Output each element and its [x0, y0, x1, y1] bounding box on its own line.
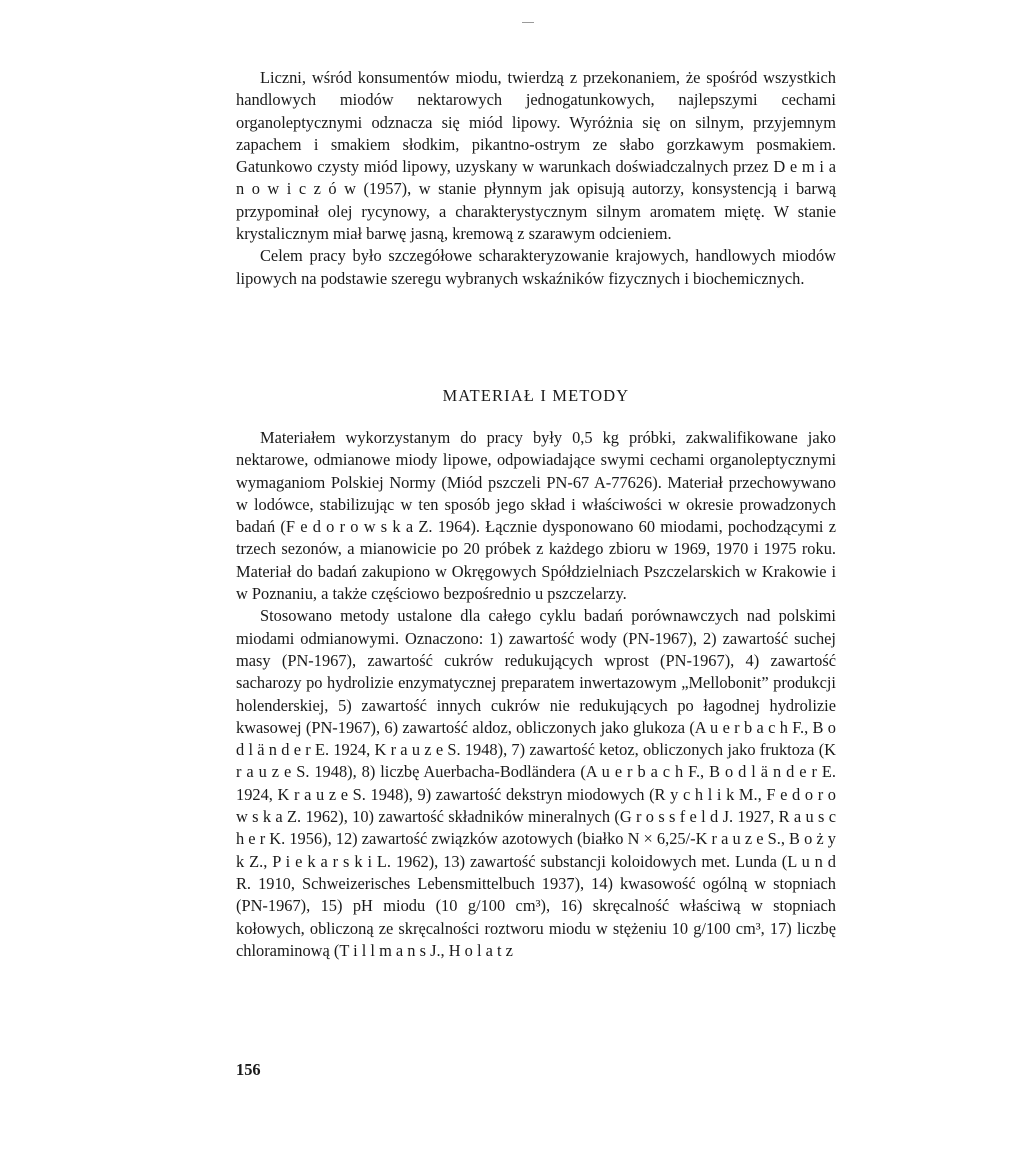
intro-paragraph-2: Celem pracy było szczegółowe scharakteryzowanie krajowych, handlowych miodów lipowych na podstawie szeregu wybranych wskaźników fizycznych i biochemicznych. [236, 246, 836, 288]
intro-paragraph-1: Liczni, wśród konsumentów miodu, twierdzą z przekonaniem, że spośród wszystkich handlowych miodów nektarowych jednogatunkowych, najlepszymi cechami organoleptycznymi odznacza się miód lipowy. Wyróżnia się on silnym, przyjemnym zapachem i smakiem słodkim, pikantno-ostrym ze słabo gorzkawym posmakiem. Gatunkowo czysty miód lipowy, uzyskany w warunkach doświadczalnych przez D e m i a n o w i c z ó w (1957), w stanie płynnym jak opisują autorzy, konsystencją i barwą przypominał olej rycynowy, a charakterystycznym silnym aromatem miętę. W stanie krystalicznym miał barwę jasną, kremową z szarawym odcieniem. [236, 68, 836, 244]
methods-paragraph-2: Stosowano metody ustalone dla całego cyklu badań porównawczych nad polskimi miodami odmianowymi. Oznaczono: 1) zawartość wody (PN-1967), 2) zawartość suchej masy (PN-1967), zawartość cukrów redukujących wprost (PN-1967), 4) zawartość sacharozy po hydrolizie enzymatycznej preparatem inwertazowym „Mellobonit” produkcji holenderskiej, 5) zawartość innych cukrów nie redukujących po łagodnej hydrolizie kwasowej (PN-1967), 6) zawartość aldoz, obliczonych jako glukoza (A u e r b a c h F., B o d l ä n d e r E. 1924, K r a u z e S. 1948), 7) zawartość ketoz, obliczonych jako fruktoza (K r a u z e S. 1948), 8) liczbę Auerbacha-Bodländera (A u e r b a c h F., B o d l ä n d e r E. 1924, K r a u z e S. 1948), 9) zawartość dekstryn miodowych (R y c h l i k M., F e d o r o w s k a Z. 1962), 10) zawartość składników mineralnych (G r o s s f e l d J. 1927, R a u s c h e r K. 1956), 12) zawartość związków azotowych (białko N × 6,25/-K r a u z e S., B o ż y k Z., P i e k a r s k i L. 1962), 13) zawartość substancji koloidowych met. Lunda (L u n d R. 1910, Schweizerisches Lebensmittelbuch 1937), 14) kwasowość ogólną w stopniach (PN-1967), 15) pH miodu (10 g/100 cm³), 16) skręcalność właściwą w stopniach kołowych, obliczoną ze skręcalności roztworu miodu w stężeniu 10 g/100 cm³, 17) liczbę chloraminową (T i l l m a n s J., H o l a t z [236, 606, 836, 960]
scan-artifact-top [522, 22, 534, 23]
methods-section [236, 427, 836, 962]
page-number: 156 [236, 1060, 261, 1079]
intro-section [236, 67, 836, 290]
methods-paragraph-1: Materiałem wykorzystanym do pracy były 0,5 kg próbki, zakwalifikowane jako nektarowe, odmianowe miody lipowe, odpowiadające swymi cechami organoleptycznymi wymaganiom Polskiej Normy (Miód pszczeli PN-67 A-77626). Materiał przechowywano w lodówce, stabilizując w ten sposób jego skład i właściwości w okresie prowadzonych badań (F e d o r o w s k a Z. 1964). Łącznie dysponowano 60 miodami, pochodzącymi z trzech sezonów, a mianowicie po 20 próbek z każdego zbioru w 1969, 1970 i 1975 roku. Materiał do badań zakupiono w Okręgowych Spółdzielniach Pszczelarskich w Krakowie i w Poznaniu, a także częściowo bezpośrednio u pszczelarzy. [236, 428, 836, 604]
section-heading: MATERIAŁ I METODY [442, 386, 630, 405]
